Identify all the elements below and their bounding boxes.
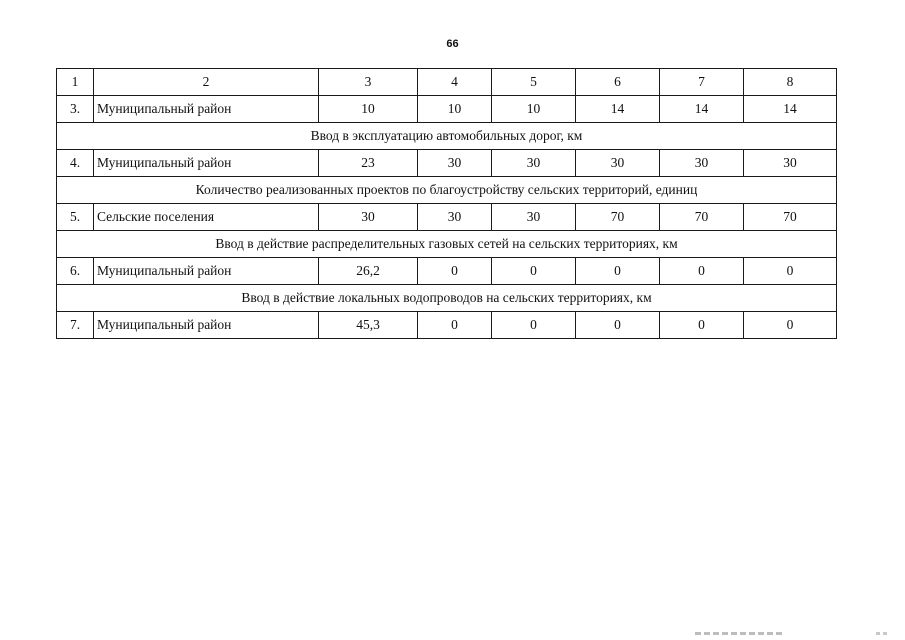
table-row — [57, 150, 837, 177]
value-cell: 30 — [492, 150, 576, 177]
page-number: 66 — [446, 38, 459, 50]
value-cell: 30 — [319, 204, 418, 231]
value-cell: 70 — [744, 204, 837, 231]
section-row — [57, 123, 837, 150]
column-number-header: 1 — [57, 69, 94, 96]
value-cell: 26,2 — [319, 258, 418, 285]
value-cell: 10 — [319, 96, 418, 123]
column-number-header: 2 — [94, 69, 319, 96]
value-cell: 0 — [492, 312, 576, 339]
value-cell: 14 — [660, 96, 744, 123]
territory-name-cell: Муниципальный район — [94, 258, 319, 285]
value-cell: 0 — [660, 312, 744, 339]
section-title: Ввод в действие распределительных газовых сетей на сельских территориях, км — [57, 231, 837, 258]
section-row — [57, 231, 837, 258]
value-cell: 0 — [418, 258, 492, 285]
column-number-header: 8 — [744, 69, 837, 96]
value-cell: 0 — [744, 312, 837, 339]
table-row — [57, 96, 837, 123]
column-number-header: 7 — [660, 69, 744, 96]
section-row — [57, 285, 837, 312]
value-cell: 30 — [660, 150, 744, 177]
value-cell: 0 — [744, 258, 837, 285]
indicators-table — [56, 68, 837, 339]
value-cell: 14 — [744, 96, 837, 123]
value-cell: 30 — [744, 150, 837, 177]
table-row — [57, 312, 837, 339]
section-row — [57, 177, 837, 204]
value-cell: 30 — [418, 204, 492, 231]
row-number-cell: 6. — [57, 258, 94, 285]
section-title: Ввод в эксплуатацию автомобильных дорог, км — [57, 123, 837, 150]
column-number-header: 4 — [418, 69, 492, 96]
value-cell: 0 — [492, 258, 576, 285]
territory-name-cell: Сельские поселения — [94, 204, 319, 231]
value-cell: 30 — [576, 150, 660, 177]
value-cell: 30 — [418, 150, 492, 177]
row-number-cell: 3. — [57, 96, 94, 123]
row-number-cell: 4. — [57, 150, 94, 177]
table-header-row — [57, 69, 837, 96]
row-number-cell: 5. — [57, 204, 94, 231]
scan-footer-mark — [695, 632, 785, 635]
column-number-header: 6 — [576, 69, 660, 96]
territory-name-cell: Муниципальный район — [94, 312, 319, 339]
value-cell: 10 — [418, 96, 492, 123]
value-cell: 10 — [492, 96, 576, 123]
value-cell: 0 — [576, 258, 660, 285]
table-row — [57, 204, 837, 231]
territory-name-cell: Муниципальный район — [94, 96, 319, 123]
row-number-cell: 7. — [57, 312, 94, 339]
value-cell: 70 — [660, 204, 744, 231]
table-row — [57, 258, 837, 285]
value-cell: 14 — [576, 96, 660, 123]
value-cell: 30 — [492, 204, 576, 231]
value-cell: 0 — [660, 258, 744, 285]
column-number-header: 3 — [319, 69, 418, 96]
territory-name-cell: Муниципальный район — [94, 150, 319, 177]
value-cell: 0 — [418, 312, 492, 339]
section-title: Ввод в действие локальных водопроводов на сельских территориях, км — [57, 285, 837, 312]
value-cell: 45,3 — [319, 312, 418, 339]
column-number-header: 5 — [492, 69, 576, 96]
value-cell: 23 — [319, 150, 418, 177]
value-cell: 0 — [576, 312, 660, 339]
section-title: Количество реализованных проектов по благоустройству сельских территорий, единиц — [57, 177, 837, 204]
scan-footer-mark — [876, 632, 890, 635]
value-cell: 70 — [576, 204, 660, 231]
